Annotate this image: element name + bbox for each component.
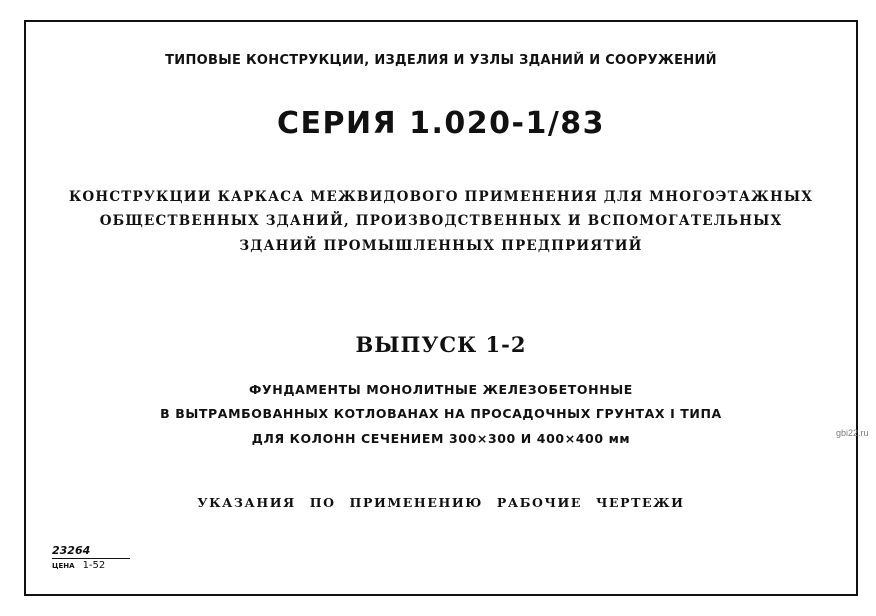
watermark: gbi22.ru: [836, 428, 869, 438]
title-line-1: КОНСТРУКЦИИ КАРКАСА МЕЖВИДОВОГО ПРИМЕНЕНИЯ ДЛЯ МНОГОЭТАЖНЫХ: [68, 189, 814, 205]
price-row: [52, 560, 142, 571]
issue-number: ВЫПУСК 1-2: [355, 332, 527, 357]
inventory-block: [52, 544, 142, 571]
title-line-2: ОБЩЕСТВЕННЫХ ЗДАНИЙ, ПРОИЗВОДСТВЕННЫХ И ВСПОМОГАТЕЛЬНЫХ: [99, 213, 783, 229]
usage-instructions: УКАЗАНИЯ ПО ПРИМЕНЕНИЮ РАБОЧИЕ ЧЕРТЕЖИ: [197, 495, 685, 510]
description-line-2: В ВЫТРАМБОВАННЫХ КОТЛОВАНАХ НА ПРОСАДОЧНЫХ ГРУНТАХ I ТИПА: [160, 406, 722, 421]
price-label: ЦЕНА: [52, 562, 75, 570]
document-frame: [24, 20, 858, 596]
document-header: ТИПОВЫЕ КОНСТРУКЦИИ, ИЗДЕЛИЯ И УЗЛЫ ЗДАНИЙ И СООРУЖЕНИЙ: [165, 53, 717, 68]
series-title: СЕРИЯ 1.020-1/83: [276, 106, 606, 141]
description-line-3: ДЛЯ КОЛОНН СЕЧЕНИЕМ 300×300 И 400×400 мм: [251, 431, 631, 446]
description-line-1: ФУНДАМЕНТЫ МОНОЛИТНЫЕ ЖЕЛЕЗОБЕТОННЫЕ: [249, 382, 633, 397]
inventory-number: 23264: [52, 544, 130, 559]
title-line-3: ЗДАНИЙ ПРОМЫШЛЕННЫХ ПРЕДПРИЯТИЙ: [239, 238, 643, 254]
price-value: 1-52: [82, 560, 106, 571]
